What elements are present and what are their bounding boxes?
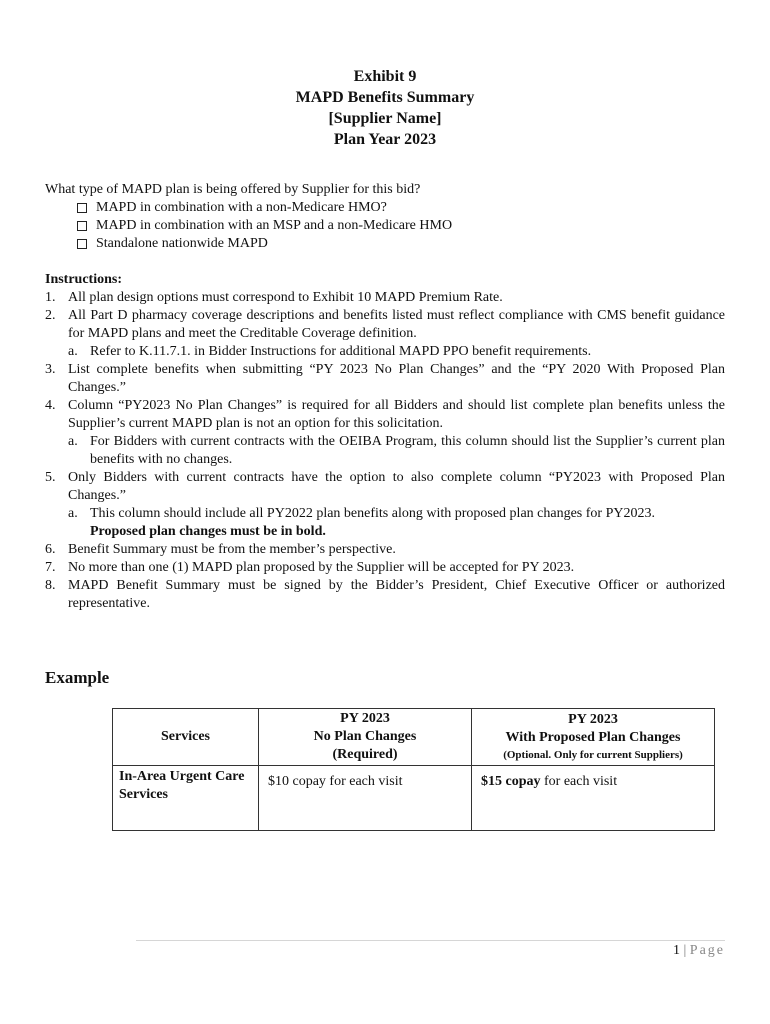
instruction-item [45,397,725,469]
page-number: 1 [672,943,680,958]
item-number: 1. [45,290,56,305]
item-number: 2. [45,308,56,323]
item-number: a. [68,506,78,521]
instruction-item [45,307,725,361]
item-number: a. [68,434,78,449]
sub-instruction-item [45,343,725,361]
summary-title: MAPD Benefits Summary [295,89,475,106]
instruction-item [45,289,725,307]
copay-rest: for each visit [540,774,618,789]
item-number: a. [68,344,78,359]
supplier-name-placeholder: [Supplier Name] [328,110,442,127]
instruction-item [45,361,725,397]
service-cell: In-Area Urgent Care Services [113,766,259,831]
bold-note: Proposed plan changes must be in bold. [90,524,326,539]
item-text: Refer to K.11.7.1. in Bidder Instructions for additional MAPD PPO benefit requirements. [90,344,592,359]
item-number: 4. [45,398,56,413]
checkbox-icon[interactable] [77,203,87,213]
footer-divider [136,940,725,941]
sub-instruction-item [45,433,725,469]
option-label: Standalone nationwide MAPD [96,236,268,251]
option-label: MAPD in combination with a non-Medicare HMO? [96,200,387,215]
plan-option-3[interactable] [77,235,735,253]
item-number: 6. [45,542,56,557]
column-header-services [113,709,259,766]
instruction-item [45,559,725,577]
page-footer [673,942,725,960]
example-title: Example [45,668,110,687]
item-text: All plan design options must correspond to Exhibit 10 MAPD Premium Rate. [68,290,503,305]
example-table [112,708,715,831]
header-text: With Proposed Plan Changes [505,730,681,745]
item-text: For Bidders with current contracts with the OEIBA Program, this column should list the Supplier’s current plan benefits with no changes. [90,434,725,467]
item-text: List complete benefits when submitting “PY 2023 No Plan Changes” and the “PY 2020 With Proposed Plan Changes.” [68,362,725,395]
table-header-row [113,709,715,766]
sub-list [45,343,725,361]
column-header-no-changes [259,709,472,766]
item-number: 3. [45,362,56,377]
item-number: 5. [45,470,56,485]
no-changes-cell: $10 copay for each visit [259,766,472,831]
instructions-section [45,271,725,613]
item-text: MAPD Benefit Summary must be signed by the Bidder’s President, Chief Executive Officer or authorized representative. [68,578,725,611]
table-row [113,766,715,831]
document-heading [0,66,770,150]
page-label: Page [689,943,725,958]
instruction-item [45,469,725,541]
option-label: MAPD in combination with an MSP and a non-Medicare HMO [96,218,453,233]
instructions-title: Instructions: [45,272,123,287]
header-text: Services [161,729,210,744]
plan-year-title: Plan Year 2023 [333,131,437,148]
instructions-list [45,289,725,613]
bold-copay: $15 copay [481,774,541,789]
instruction-item [45,577,725,613]
footer-separator: | [679,943,690,958]
item-text: No more than one (1) MAPD plan proposed by the Supplier will be accepted for PY 2023. [68,560,575,575]
plan-option-2[interactable] [77,217,735,235]
sub-list [45,505,725,541]
item-text: Benefit Summary must be from the member’s perspective. [68,542,396,557]
item-text: Column “PY2023 No Plan Changes” is required for all Bidders and should list complete plan benefits unless the Supplier’s current MAPD plan is not an option for this solicitation. [68,398,725,431]
item-text: Only Bidders with current contracts have the option to also complete column “PY2023 with Proposed Plan Changes.” [68,470,725,503]
column-header-proposed-changes [472,709,715,766]
header-text: PY 2023 [568,712,618,727]
exhibit-title: Exhibit 9 [353,68,417,85]
plan-type-question [45,181,735,253]
plan-type-options [77,199,735,253]
plan-option-1[interactable] [77,199,735,217]
sub-instruction-item [45,505,725,541]
header-text: No Plan Changes [313,729,417,744]
instruction-item [45,541,725,559]
item-text: This column should include all PY2022 plan benefits along with proposed plan changes for PY2023. [90,506,655,521]
sub-list [45,433,725,469]
question-text: What type of MAPD plan is being offered by Supplier for this bid? [45,182,421,197]
item-number: 8. [45,578,56,593]
item-number: 7. [45,560,56,575]
header-text: (Required) [332,747,398,762]
header-text: PY 2023 [340,711,390,726]
checkbox-icon[interactable] [77,239,87,249]
checkbox-icon[interactable] [77,221,87,231]
proposed-changes-cell [472,766,715,831]
header-note: (Optional. Only for current Suppliers) [503,749,683,761]
item-text: All Part D pharmacy coverage descriptions and benefits listed must reflect compliance with CMS benefit guidance for MAPD plans and meet the Creditable Coverage definition. [68,308,725,341]
